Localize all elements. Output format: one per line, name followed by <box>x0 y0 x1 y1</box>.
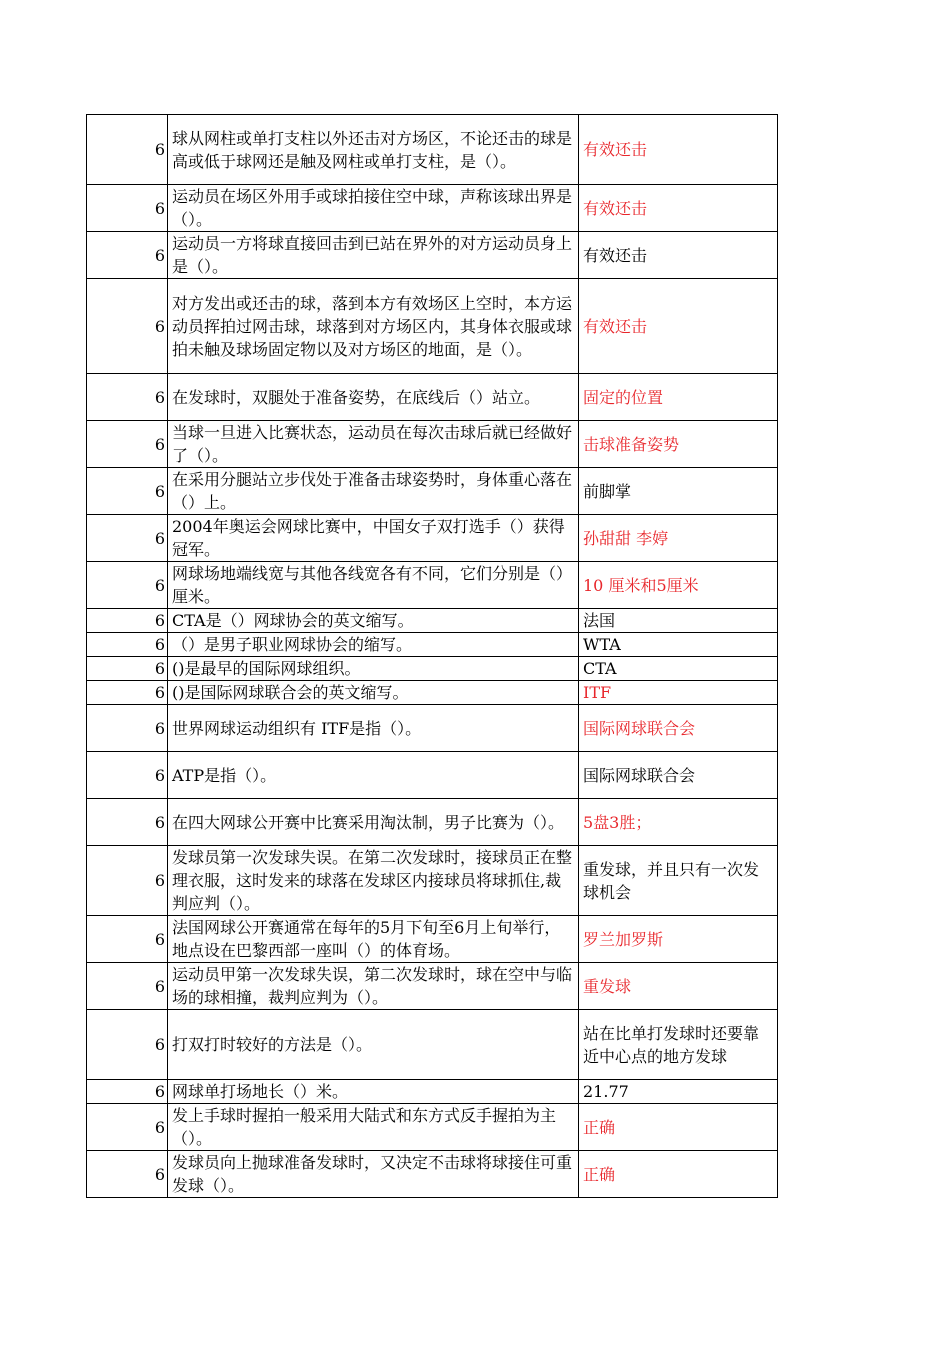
answer-cell: 国际网球联合会 <box>579 705 778 752</box>
answer-cell: 正确 <box>579 1151 778 1198</box>
table-row <box>87 279 778 374</box>
answer-cell: CTA <box>579 657 778 681</box>
question-cell: 网球场地端线宽与其他各线宽各有不同，它们分别是（）厘米。 <box>168 562 579 609</box>
row-number-cell: 6 <box>87 232 168 279</box>
row-number-cell: 6 <box>87 515 168 562</box>
table-row <box>87 185 778 232</box>
answer-cell: 有效还击 <box>579 185 778 232</box>
row-number-cell: 6 <box>87 1080 168 1104</box>
answer-cell: 重发球 <box>579 963 778 1010</box>
question-cell: 运动员在场区外用手或球拍接住空中球，声称该球出界是（）。 <box>168 185 579 232</box>
table-row <box>87 609 778 633</box>
row-number-cell: 6 <box>87 705 168 752</box>
table-row <box>87 468 778 515</box>
question-cell: 世界网球运动组织有 ITF是指（）。 <box>168 705 579 752</box>
row-number-cell: 6 <box>87 657 168 681</box>
question-cell: 运动员甲第一次发球失误，第二次发球时，球在空中与临场的球相撞，裁判应判为（）。 <box>168 963 579 1010</box>
answer-cell: 有效还击 <box>579 232 778 279</box>
row-number-cell: 6 <box>87 185 168 232</box>
answer-cell: 重发球，并且只有一次发球机会 <box>579 846 778 916</box>
answer-cell: ITF <box>579 681 778 705</box>
question-cell: 打双打时较好的方法是（）。 <box>168 1010 579 1080</box>
table-row <box>87 421 778 468</box>
table-row <box>87 633 778 657</box>
question-cell: 网球单打场地长（）米。 <box>168 1080 579 1104</box>
question-cell: 对方发出或还击的球，落到本方有效场区上空时，本方运动员挥拍过网击球，球落到对方场区内，其身体衣服或球拍未触及球场固定物以及对方场区的地面，是（）。 <box>168 279 579 374</box>
answer-cell: 罗兰加罗斯 <box>579 916 778 963</box>
question-cell: 发球员向上抛球准备发球时，又决定不击球将球接住可重发球（）。 <box>168 1151 579 1198</box>
answer-cell: 21.77 <box>579 1080 778 1104</box>
table-row <box>87 705 778 752</box>
row-number-cell: 6 <box>87 846 168 916</box>
row-number-cell: 6 <box>87 374 168 421</box>
table-row <box>87 115 778 185</box>
question-cell: 球从网柱或单打支柱以外还击对方场区，不论还击的球是高或低于球网还是触及网柱或单打支柱，是（）。 <box>168 115 579 185</box>
question-table <box>86 114 778 1198</box>
answer-cell: 孙甜甜 李婷 <box>579 515 778 562</box>
question-cell: 发球员第一次发球失误。在第二次发球时，接球员正在整理衣服，这时发来的球落在发球区内接球员将球抓住,裁判应判（）。 <box>168 846 579 916</box>
row-number-cell: 6 <box>87 115 168 185</box>
table-row <box>87 752 778 799</box>
question-cell: 当球一旦进入比赛状态，运动员在每次击球后就已经做好了（）。 <box>168 421 579 468</box>
table-row <box>87 374 778 421</box>
answer-cell: 有效还击 <box>579 279 778 374</box>
answer-cell: 5盘3胜； <box>579 799 778 846</box>
answer-cell: 有效还击 <box>579 115 778 185</box>
answer-cell: 国际网球联合会 <box>579 752 778 799</box>
table-row <box>87 799 778 846</box>
row-number-cell: 6 <box>87 562 168 609</box>
table-row <box>87 232 778 279</box>
question-cell: （）是男子职业网球协会的缩写。 <box>168 633 579 657</box>
table-row <box>87 681 778 705</box>
answer-cell: 法国 <box>579 609 778 633</box>
table-row <box>87 963 778 1010</box>
table-row <box>87 916 778 963</box>
row-number-cell: 6 <box>87 633 168 657</box>
table-row <box>87 846 778 916</box>
table-row <box>87 562 778 609</box>
row-number-cell: 6 <box>87 468 168 515</box>
row-number-cell: 6 <box>87 799 168 846</box>
question-cell: 在采用分腿站立步伐处于准备击球姿势时，身体重心落在（）上。 <box>168 468 579 515</box>
row-number-cell: 6 <box>87 279 168 374</box>
table-row <box>87 657 778 681</box>
row-number-cell: 6 <box>87 681 168 705</box>
row-number-cell: 6 <box>87 963 168 1010</box>
answer-cell: 固定的位置 <box>579 374 778 421</box>
question-cell: ATP是指（）。 <box>168 752 579 799</box>
table-row <box>87 1104 778 1151</box>
row-number-cell: 6 <box>87 916 168 963</box>
question-cell: 在发球时，双腿处于准备姿势，在底线后（）站立。 <box>168 374 579 421</box>
table-row <box>87 1151 778 1198</box>
row-number-cell: 6 <box>87 609 168 633</box>
question-cell: 发上手球时握拍一般采用大陆式和东方式反手握拍为主（）。 <box>168 1104 579 1151</box>
question-cell: 运动员一方将球直接回击到已站在界外的对方运动员身上是（）。 <box>168 232 579 279</box>
answer-cell: WTA <box>579 633 778 657</box>
question-cell: 法国网球公开赛通常在每年的5月下旬至6月上旬举行，地点设在巴黎西部一座叫（）的体育场。 <box>168 916 579 963</box>
question-cell: CTA是（）网球协会的英文缩写。 <box>168 609 579 633</box>
question-table-body <box>87 115 778 1198</box>
question-cell: 2004年奥运会网球比赛中，中国女子双打选手（）获得冠军。 <box>168 515 579 562</box>
row-number-cell: 6 <box>87 1104 168 1151</box>
question-cell: ()是最早的国际网球组织。 <box>168 657 579 681</box>
answer-cell: 正确 <box>579 1104 778 1151</box>
table-row <box>87 1080 778 1104</box>
row-number-cell: 6 <box>87 1010 168 1080</box>
question-cell: ()是国际网球联合会的英文缩写。 <box>168 681 579 705</box>
answer-cell: 站在比单打发球时还要靠近中心点的地方发球 <box>579 1010 778 1080</box>
answer-cell: 10 厘米和5厘米 <box>579 562 778 609</box>
answer-cell: 前脚掌 <box>579 468 778 515</box>
row-number-cell: 6 <box>87 421 168 468</box>
row-number-cell: 6 <box>87 1151 168 1198</box>
table-row <box>87 515 778 562</box>
row-number-cell: 6 <box>87 752 168 799</box>
table-row <box>87 1010 778 1080</box>
question-cell: 在四大网球公开赛中比赛采用淘汰制，男子比赛为（）。 <box>168 799 579 846</box>
answer-cell: 击球准备姿势 <box>579 421 778 468</box>
